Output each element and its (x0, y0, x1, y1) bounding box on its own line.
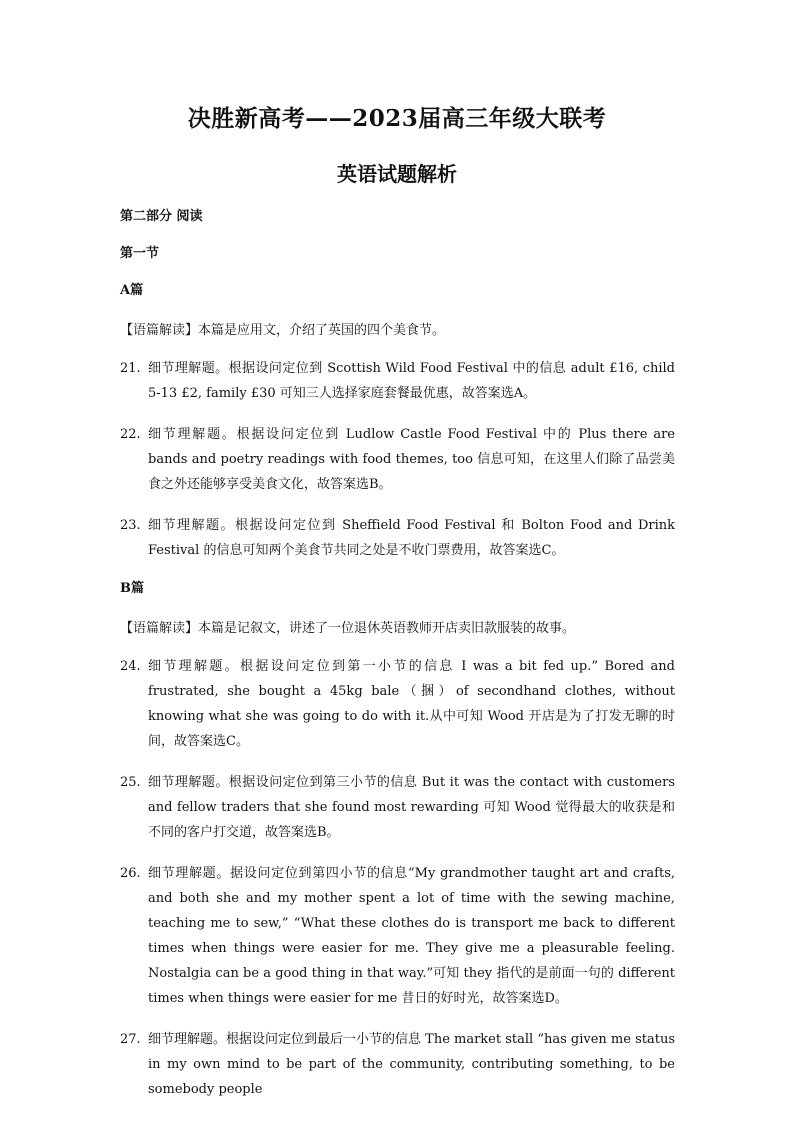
question-number: 23. (120, 518, 141, 533)
question-number: 27. (120, 1032, 141, 1047)
passage-b-label: B篇 (120, 581, 144, 596)
question-item (120, 356, 675, 406)
question-explanation: 细节理解题。根据设问定位到最后一小节的信息 The market stall “has given me status in my own mind to be part of the community, contributing something, to be somebody people (148, 1032, 675, 1097)
passage-a-label: A篇 (120, 283, 144, 298)
question-explanation: 细节理解题。据设问定位到第四小节的信息“My grandmother taught art and crafts, and both she and my mother spent a lot of time with the sewing machine, teaching me to sew,” “What these clothes do is transport me back to different times when things were easier for me. They give me a pleasurable feeling. Nostalgia can be a good thing in that way.”可知 they 指代的是前面一句的 different times when things were easier for me 昔日的好时光，故答案选D。 (148, 866, 675, 1006)
passage-a-intro: 【语篇解读】本篇是应用文，介绍了英国的四个美食节。 (120, 323, 446, 338)
question-explanation: 细节理解题。根据设问定位到 Scottish Wild Food Festival 中的信息 adult £16, child 5-13 £2, family £30 可知三人选择家庭套餐最优惠，故答案选A。 (148, 361, 675, 401)
document-body (120, 207, 675, 1102)
question-number: 26. (120, 866, 141, 881)
section-heading: 第一节 (120, 246, 160, 261)
question-item (120, 654, 675, 754)
question-number: 25. (120, 775, 141, 790)
question-item (120, 861, 675, 1011)
passage-b-intro: 【语篇解读】本篇是记叙文，讲述了一位退休英语教师开店卖旧款服装的故事。 (120, 621, 576, 636)
question-explanation: 细节理解题。根据设问定位到第一小节的信息 I was a bit fed up.” Bored and frustrated, she bought a 45kg bale（捆）of secondhand clothes, without knowing what she was going to do with it.从中可知 Wood 开店是为了打发无聊的时间，故答案选C。 (148, 659, 675, 749)
document-title: 决胜新高考——2023届高三年级大联考 (187, 105, 607, 132)
question-explanation: 细节理解题。根据设问定位到 Sheffield Food Festival 和 Bolton Food and Drink Festival 的信息可知两个美食节共同之处是不收门票费用，故答案选C。 (148, 518, 675, 558)
question-explanation: 细节理解题。根据设问定位到第三小节的信息 But it was the contact with customers and fellow traders that she found most rewarding 可知 Wood 觉得最大的收获是和不同的客户打交道，故答案选B。 (148, 775, 675, 840)
document-subtitle: 英语试题解析 (337, 162, 457, 186)
question-number: 21. (120, 361, 141, 376)
part-heading: 第二部分 阅读 (120, 209, 203, 224)
question-number: 22. (120, 427, 141, 442)
question-item (120, 1027, 675, 1102)
question-item (120, 422, 675, 497)
question-explanation: 细节理解题。根据设问定位到 Ludlow Castle Food Festival 中的 Plus there are bands and poetry readings with food themes, too 信息可知，在这里人们除了品尝美食之外还能够享受美食文化，故答案选B。 (148, 427, 675, 492)
question-item (120, 513, 675, 563)
question-number: 24. (120, 659, 141, 674)
question-item (120, 770, 675, 845)
